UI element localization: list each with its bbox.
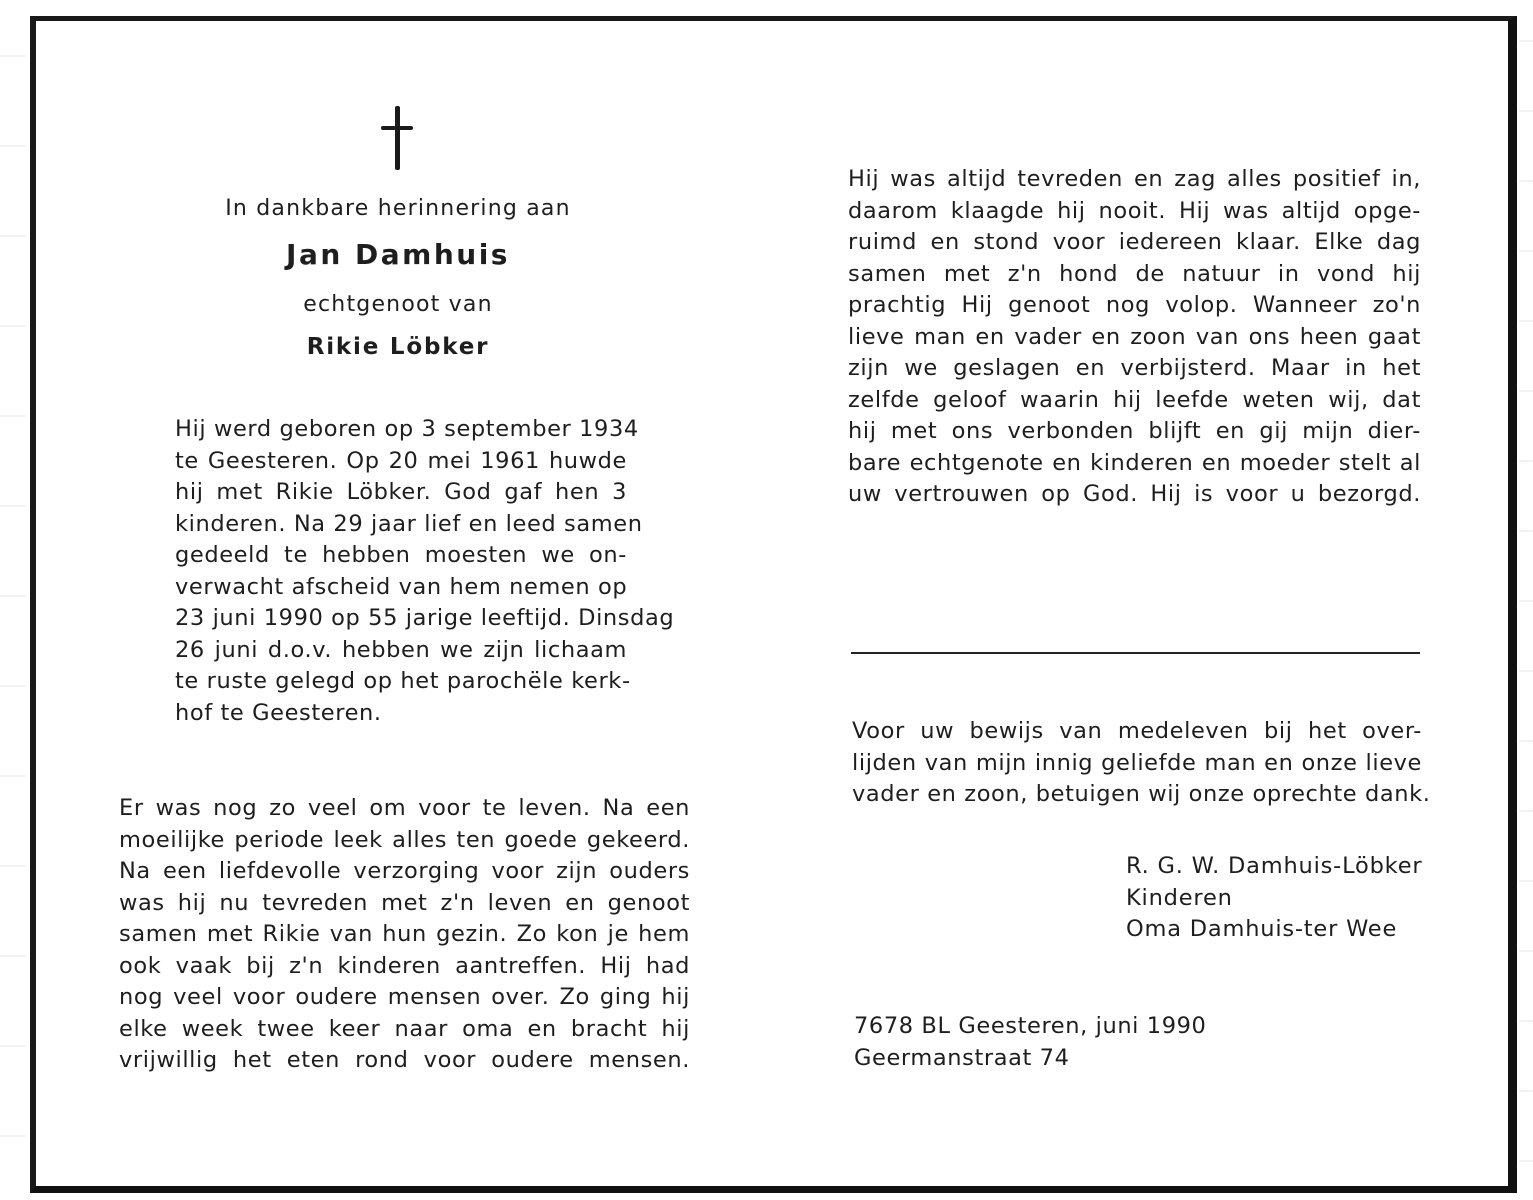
address-line: Geermanstraat 74 [854, 1045, 1070, 1071]
bio-line: Hij werd geboren op 3 september 1934 [175, 416, 639, 442]
faith-line: zijn we geslagen en verbijsterd. Maar in het [848, 355, 1421, 381]
spouse-name: Rikie Löbker [306, 334, 490, 360]
faith-line: Hij was altijd tevreden en zag alles positief in, [848, 166, 1421, 192]
faith-line: uw vertrouwen op God. Hij is voor u bezorgd. [848, 481, 1421, 507]
scan-edge-right [1519, 0, 1533, 1200]
life-line: ook vaak bij z'n kinderen aantreffen. Hij had [119, 952, 690, 979]
life-line: Er was nog zo veel om voor te leven. Na een [119, 795, 690, 821]
bio-line: te ruste gelegd op het parochële kerk- [175, 668, 631, 694]
life-line: was hij nu tevreden met z'n leven en genoot [119, 889, 690, 916]
bio-line: gedeeld te hebben moesten we on- [175, 542, 627, 568]
life-line: vrijwillig het eten rond voor oudere mensen. [119, 1047, 690, 1073]
faith-line: daarom klaagde hij nooit. Hij was altijd opge- [848, 197, 1421, 224]
intro-line: In dankbare herinnering aan [225, 196, 571, 221]
bio-line: verwacht afscheid van hem nemen op [175, 573, 628, 600]
thanks-paragraph [852, 716, 1431, 811]
faith-line: prachtig Hij genoot nog volop. Wanneer zo'n [848, 292, 1421, 318]
signatory: Oma Damhuis-ter Wee [1126, 916, 1398, 942]
biography-paragraph [175, 414, 675, 729]
bio-line: hij met Rikie Löbker. God gaf hen 3 [175, 479, 627, 505]
bio-line: 26 juni d.o.v. hebben we zijn lichaam [175, 636, 627, 663]
faith-line: ruimd en stond voor iedereen klaar. Elke dag [848, 229, 1421, 255]
life-line: Na een liefdevolle verzorging voor zijn ouders [119, 858, 690, 884]
faith-line: lieve man en vader en zoon van ons heen gaat [848, 323, 1421, 350]
faith-line: zelfde geloof waarin hij leefde weten wij, dat [848, 386, 1421, 413]
signatory: R. G. W. Damhuis-Löbker [1126, 853, 1423, 879]
life-line: nog veel voor oudere mensen over. Zo ging hij [119, 984, 690, 1010]
signatory: Kinderen [1126, 884, 1233, 911]
faith-line: hij met ons verbonden blijft en gij mijn dier- [848, 418, 1421, 444]
deceased-name: Jan Damhuis [286, 238, 510, 271]
bio-line: hof te Geesteren. [175, 699, 382, 726]
thanks-line: Voor uw bewijs van medeleven bij het over- [852, 718, 1422, 744]
thanks-line: vader en zoon, betuigen wij onze oprechte dank. [852, 781, 1431, 807]
signatories [1126, 851, 1422, 946]
life-line: samen met Rikie van hun gezin. Zo kon je hem [119, 921, 690, 947]
bio-line: kinderen. Na 29 jaar lief en leed samen [175, 510, 643, 537]
bio-line: te Geesteren. Op 20 mei 1961 huwde [175, 447, 627, 474]
faith-line: samen met z'n hond de natuur in vond hij [848, 260, 1421, 287]
spouse-label: echtgenoot van [303, 292, 493, 317]
life-line: elke week twee keer naar oma en bracht hij [119, 1015, 690, 1042]
scan-edge-left [0, 0, 26, 1200]
address-block [854, 1010, 1206, 1074]
life-line: moeilijke periode leek alles ten goede gekeerd. [119, 826, 690, 853]
faith-line: bare echtgenote en kinderen en moeder stelt al [848, 449, 1421, 476]
bio-line: 23 juni 1990 op 55 jarige leeftijd. Dinsdag [175, 605, 675, 631]
address-line: 7678 BL Geesteren, juni 1990 [854, 1013, 1207, 1039]
life-paragraph [119, 793, 690, 1077]
thanks-line: lijden van mijn innig geliefde man en onze lieve [852, 749, 1422, 776]
faith-paragraph [848, 164, 1421, 511]
cross-icon [381, 106, 413, 170]
divider-line [851, 652, 1420, 654]
